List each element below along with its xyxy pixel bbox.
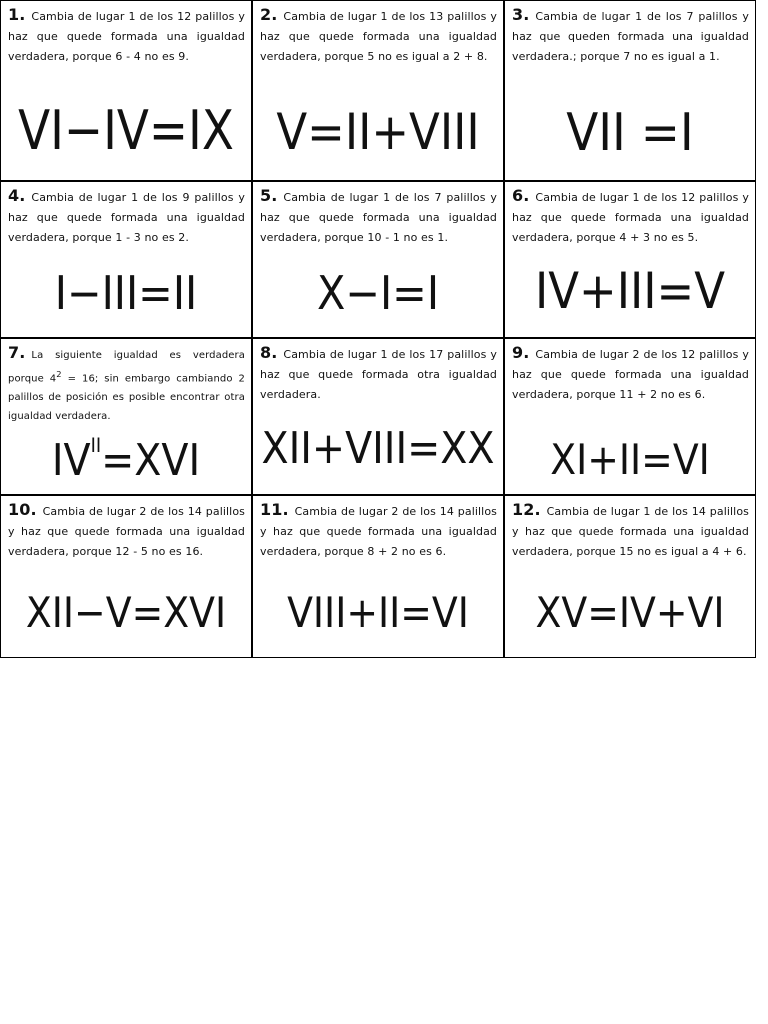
equation-base: IV xyxy=(51,435,91,486)
matchstick-equation: VI−IV=IX xyxy=(18,99,234,163)
puzzle-card-8 xyxy=(253,339,505,496)
puzzle-text: Cambia de lugar 2 de los 14 palillos y haz que quede formada una igualdad verdadera, porque 12 - 5 no es 16. xyxy=(8,505,245,558)
puzzle-card-2 xyxy=(253,1,505,182)
puzzle-number: 4. xyxy=(8,186,26,205)
puzzle-instruction xyxy=(260,500,497,562)
exponent: 2 xyxy=(56,369,62,379)
puzzle-instruction xyxy=(260,343,497,405)
puzzle-instruction xyxy=(8,5,245,67)
matchstick-equation: VIII+II=VI xyxy=(287,588,469,637)
puzzle-number: 10. xyxy=(8,500,37,519)
equation-rest: =XVI xyxy=(101,435,201,486)
puzzle-instruction xyxy=(512,343,749,405)
puzzle-instruction xyxy=(512,5,749,67)
puzzle-instruction xyxy=(8,343,245,426)
matchstick-equation: XII+VIII=XX xyxy=(261,423,495,474)
puzzle-text: Cambia de lugar 2 de los 14 palillos y haz que quede formada una igualdad verdadera, porque 8 + 2 no es 6. xyxy=(260,505,497,558)
puzzle-card-6 xyxy=(505,182,755,339)
puzzle-card-5 xyxy=(253,182,505,339)
matchstick-equation: V=II+VIII xyxy=(276,103,480,161)
puzzle-number: 9. xyxy=(512,343,530,362)
puzzle-card-12 xyxy=(505,496,755,657)
matchstick-equation: X−I=I xyxy=(316,266,440,320)
puzzle-text: Cambia de lugar 1 de los 14 palillos y haz que quede formada una igualdad verdadera, porque 15 no es igual a 4 + 6. xyxy=(512,505,749,558)
puzzle-number: 3. xyxy=(512,5,530,24)
matchstick-equation: XI+II=VI xyxy=(550,435,710,484)
matchstick-equation: XV=IV+VI xyxy=(535,588,725,637)
puzzle-number: 8. xyxy=(260,343,278,362)
puzzle-number: 5. xyxy=(260,186,278,205)
puzzle-instruction xyxy=(512,500,749,562)
puzzle-text: Cambia de lugar 2 de los 12 palillos y haz que quede formada una igualdad verdadera, porque 11 + 2 no es 6. xyxy=(512,348,749,401)
puzzle-card-11 xyxy=(253,496,505,657)
puzzle-number: 6. xyxy=(512,186,530,205)
puzzle-number: 7. xyxy=(8,343,26,362)
matchstick-equation xyxy=(1,435,251,486)
puzzle-instruction xyxy=(8,186,245,248)
puzzle-number: 12. xyxy=(512,500,541,519)
puzzle-grid xyxy=(1,1,755,657)
puzzle-text: Cambia de lugar 1 de los 9 palillos y haz que quede formada una igualdad verdadera, porque 1 - 3 no es 2. xyxy=(8,191,245,244)
puzzle-number: 2. xyxy=(260,5,278,24)
matchstick-equation: XII−V=XVI xyxy=(25,588,227,637)
puzzle-text: Cambia de lugar 1 de los 17 palillos y haz que quede formada otra igualdad verdadera. xyxy=(260,348,497,401)
puzzle-text-continued: = 16; sin embargo cambiando 2 palillos de posición es posible encontrar otra igualdad verdadera. xyxy=(8,373,245,423)
puzzle-card-7 xyxy=(1,339,253,496)
puzzle-text: Cambia de lugar 1 de los 12 palillos y haz que quede formada una igualdad verdadera, porque 6 - 4 no es 9. xyxy=(8,10,245,63)
puzzle-number: 1. xyxy=(8,5,26,24)
puzzle-text: Cambia de lugar 1 de los 13 palillos y haz que quede formada una igualdad verdadera, porque 5 no es igual a 2 + 8. xyxy=(260,10,497,63)
puzzle-text: Cambia de lugar 1 de los 12 palillos y haz que quede formada una igualdad verdadera, porque 4 + 3 no es 5. xyxy=(512,191,749,244)
puzzle-card-10 xyxy=(1,496,253,657)
puzzle-instruction xyxy=(8,500,245,562)
equation-exponent: II xyxy=(90,434,102,458)
puzzle-instruction xyxy=(260,5,497,67)
puzzle-text: La siguiente igualdad es verdadera porque 4 xyxy=(8,350,245,385)
puzzle-number: 11. xyxy=(260,500,289,519)
puzzle-card-3 xyxy=(505,1,755,182)
puzzle-instruction xyxy=(260,186,497,248)
puzzle-text: Cambia de lugar 1 de los 7 palillos y haz que quede formada una igualdad verdadera, porque 10 - 1 no es 1. xyxy=(260,191,497,244)
puzzle-card-1 xyxy=(1,1,253,182)
puzzle-card-9 xyxy=(505,339,755,496)
puzzle-card-4 xyxy=(1,182,253,339)
puzzle-instruction xyxy=(512,186,749,248)
matchstick-equation: I−III=II xyxy=(54,266,198,320)
matchstick-equation: IV+III=V xyxy=(535,262,725,320)
puzzle-text: Cambia de lugar 1 de los 7 palillos y haz que queden formada una igualdad verdadera.; porque 7 no es igual a 1. xyxy=(512,10,749,63)
matchstick-equation: VII =I xyxy=(566,103,694,163)
